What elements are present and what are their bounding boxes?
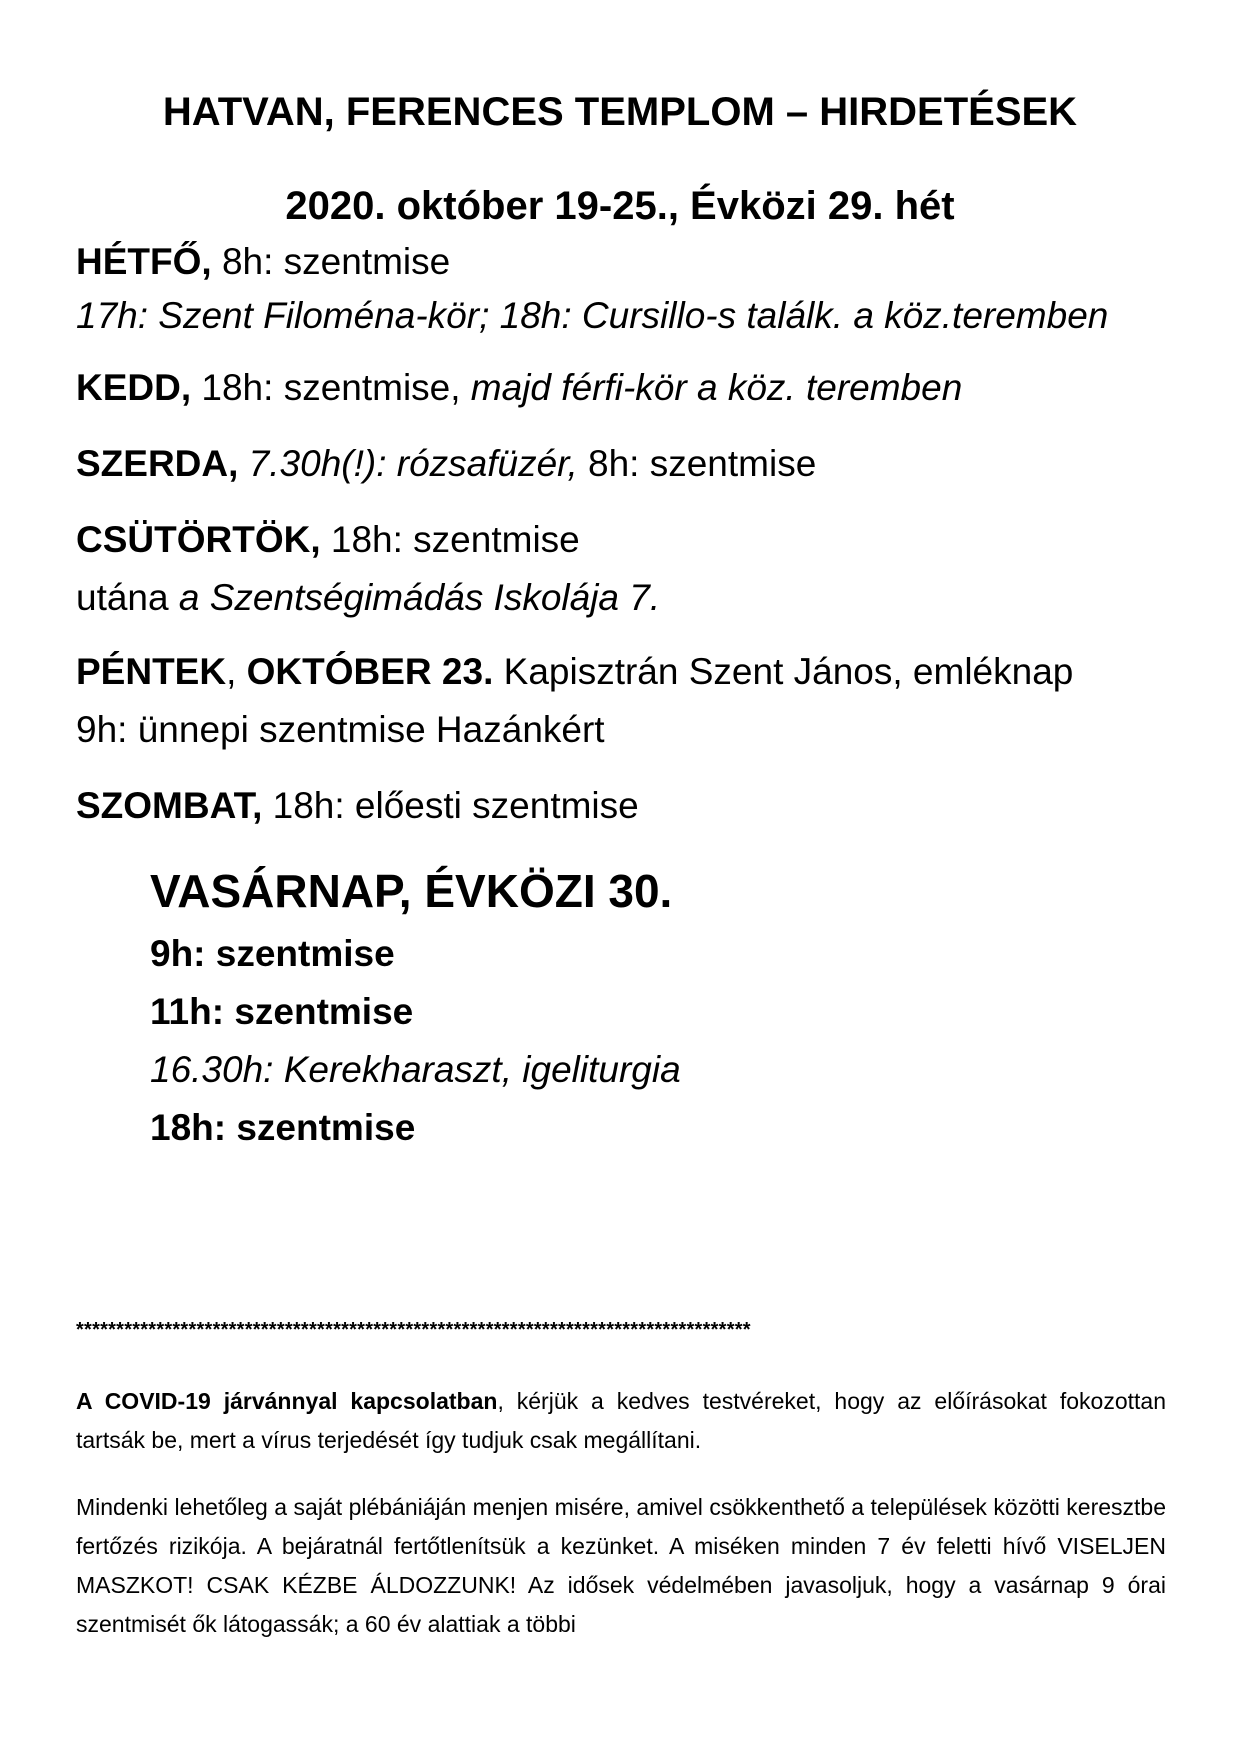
wednesday-mass: 8h: szentmise — [577, 443, 817, 484]
saturday-label: SZOMBAT, — [76, 785, 263, 826]
sunday-title: VASÁRNAP, ÉVKÖZI 30. — [150, 865, 673, 917]
saturday-mass: 18h: előesti szentmise — [262, 785, 639, 826]
wednesday-line — [76, 442, 816, 486]
covid-notice-lead: A COVID-19 járvánnyal kapcsolatban — [76, 1388, 498, 1414]
covid-notice — [76, 1382, 1166, 1460]
saturday-line — [76, 784, 639, 828]
friday-line — [76, 650, 1073, 694]
friday-label: PÉNTEK — [76, 651, 227, 692]
monday-line — [76, 240, 450, 284]
page-title: HATVAN, FERENCES TEMPLOM – HIRDETÉSEK — [162, 90, 1078, 134]
monday-label: HÉTFŐ, — [76, 241, 212, 282]
thursday-mass: 18h: szentmise — [320, 519, 580, 560]
tuesday-mass: 18h: szentmise, — [191, 367, 461, 408]
sunday-item: 16.30h: Kerekharaszt, igeliturgia — [150, 1049, 681, 1090]
wednesday-label: SZERDA, — [76, 443, 239, 484]
thursday-after-line — [76, 576, 660, 620]
wednesday-rosary: 7.30h(!): rózsafüzér, — [238, 443, 578, 484]
thursday-label: CSÜTÖRTÖK, — [76, 519, 321, 560]
tuesday-extra: majd férfi-kör a köz. teremben — [460, 367, 963, 408]
sunday-item: 9h: szentmise — [150, 933, 395, 974]
friday-mass: 9h: ünnepi szentmise Hazánkért — [76, 709, 605, 750]
tuesday-label: KEDD, — [76, 367, 192, 408]
friday-feast: Kapisztrán Szent János, emléknap — [493, 651, 1074, 692]
sunday-item: 18h: szentmise — [150, 1107, 416, 1148]
monday-mass: 8h: szentmise — [211, 241, 451, 282]
monday-extra: 17h: Szent Filoména-kör; 18h: Cursillo-s találk. a köz.teremben — [76, 295, 1109, 336]
friday-comma: , — [226, 651, 237, 692]
week-subtitle: 2020. október 19-25., Évközi 29. hét — [285, 184, 955, 228]
tuesday-line — [76, 366, 962, 410]
covid-notice-text: , kérjük a kedves testvéreket, hogy az előírásokat fokozottan tartsák be, mert a vírus terjedését így tudjuk csak megállítani. — [76, 1388, 1167, 1453]
sunday-item: 11h: szentmise — [150, 991, 414, 1032]
friday-date: OKTÓBER 23. — [236, 651, 494, 692]
thursday-after-label: utána — [76, 577, 169, 618]
asterisk-separator: ************************************************************************************ — [76, 1319, 751, 1341]
mass-attendance-notice: Mindenki lehetőleg a saját plébániáján menjen misére, amivel csökkenthető a települések közötti keresztbe fertőzés rizikója. A bejáratnál fertőtlenítsük a kezünket. A miséken minden 7 év feletti hívő VISELJEN MASZKOT! CSAK KÉZBE ÁLDOZZUNK! Az idősek védelmében javasoljuk, hogy a vasárnap 9 órai szentmisét ők látogassák; a 60 év alattiak a többi — [76, 1494, 1166, 1637]
thursday-after-text: a Szentségimádás Iskolája 7. — [168, 577, 661, 618]
thursday-line — [76, 518, 580, 562]
